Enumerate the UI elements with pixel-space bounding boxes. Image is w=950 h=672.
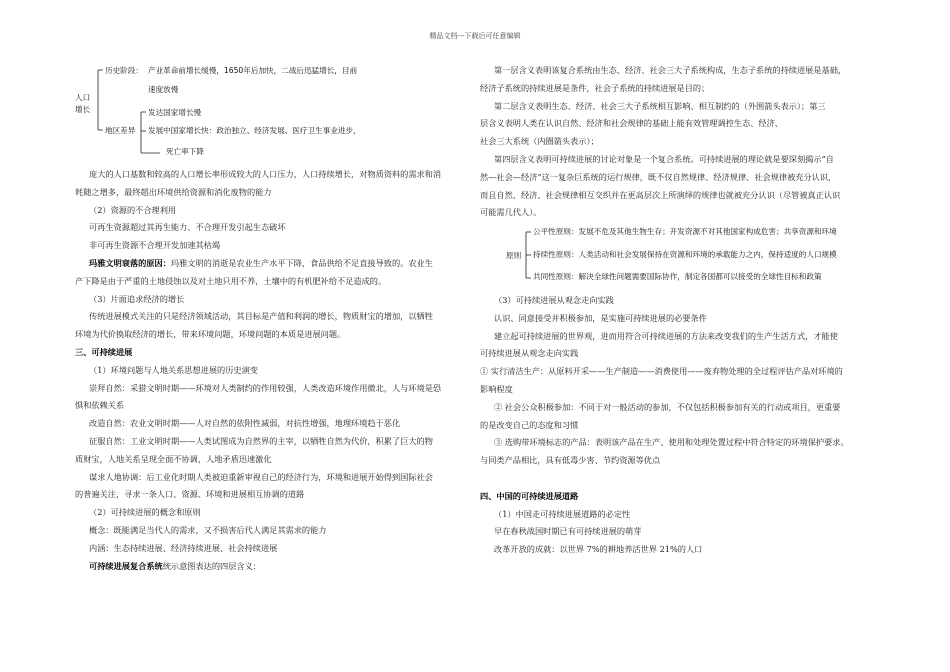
bold-term: 可持续进展复合系统 bbox=[89, 560, 163, 571]
text-line: （3）可持续进展从观念走向实践 bbox=[494, 295, 614, 305]
text-line: 可持续进展从观念走向实践 bbox=[480, 348, 579, 359]
right-column-bottom bbox=[480, 292, 900, 559]
text-line: 耗随之增多，最终超出环境供给资源和消化废物的能力 bbox=[75, 186, 272, 197]
text-line: 社会三大系统（内圈箭头表示）； bbox=[480, 136, 599, 147]
history-stage-text: 产业革命前增长缓慢，1650年后加快，二战后迅猛增长，目前 bbox=[148, 66, 358, 75]
regional-diff-label: 地区差异 bbox=[105, 126, 136, 135]
text-line: 可能需几代人）。 bbox=[480, 207, 542, 218]
text-line: 的是改变自己的态度和习惯 bbox=[480, 419, 579, 430]
text-line: 庞大的人口基数和较高的人口增长率形成较大的人口压力，人口持续增长，对物质资料的需求和消 bbox=[89, 169, 442, 179]
text-line bbox=[480, 470, 900, 488]
text-line: 的普遍关注，寻求一条人口、资源、环境和进展相互协调的道路 bbox=[75, 489, 305, 500]
page-header: 精品文档---下载后可任意编辑 bbox=[429, 32, 521, 40]
sustainability-principle: 持续性原则：人类活动和社会发展保持在资源和环境的承载能力之内，保持适度的人口规模 bbox=[533, 250, 837, 259]
text-line bbox=[75, 255, 470, 273]
text-line bbox=[75, 558, 470, 576]
text-line: ① 实行清洁生产：从原料开采——生产制造——消费使用——废弃物处理的全过程评估产品对环境的 bbox=[480, 366, 843, 377]
text-line: 概念：既能满足当代人的需求，又不损害后代人满足其需求的能力 bbox=[89, 524, 327, 535]
text-line: 改革开放的成就：以世界 7%的耕地养活世界 21%的人口 bbox=[494, 544, 703, 555]
commonality-principle: 共同性原则：解决全球性问题需要国际协作，制定各国都可以接受的全球性目标和政策 bbox=[533, 272, 822, 281]
text-line: 谋求人地协调：后工业化时期人类被迫重新审视自己的经济行为，环境和进展开始得到国际社会 bbox=[89, 471, 433, 482]
text-line: 质财宝，人地关系呈现全面不协调，人地矛盾迅速激化 bbox=[75, 453, 272, 464]
text-line: ③ 选购带环境标志的产品：表明该产品在生产、使用和处理处置过程中符合特定的环境保护要求。 bbox=[494, 437, 849, 448]
diagram-root bbox=[75, 92, 90, 116]
text-rest: 玛雅文明的消逝是农业生产水平下降，食品供给不足直接导致的。农业生 bbox=[170, 257, 433, 268]
text-line: 第二层含义表明生态、经济、社会三大子系统相互影响、相互制约的（外围箭头表示）；第三 bbox=[494, 100, 826, 111]
text-line: 层含义表明人类在认识自然、经济和社会规律的基础上能有效管理调控生态、经济、 bbox=[480, 118, 783, 129]
text-line: （1）环境问题与人地关系思想进展的历史演变 bbox=[89, 364, 258, 375]
text-line: 可再生资源超过其再生能力、不合理开发引起生态破坏 bbox=[89, 222, 286, 233]
bold-term: 玛雅文明衰落的原因： bbox=[89, 257, 171, 268]
text-line: 影响程度 bbox=[480, 383, 513, 394]
diagram-root-line1: 人口 bbox=[75, 93, 91, 102]
history-stage-text-2: 速度放慢 bbox=[148, 85, 179, 94]
text-line: 建立起可持续进展的世界观，进而用符合可持续进展的方法来改变我们的生产生活方式，才能使 bbox=[494, 330, 838, 341]
left-column bbox=[75, 166, 470, 575]
text-line: ② 社会公众积极参加：不同于对一般活动的参加，不仅包括积极参加有关的行动或项目，更重要 bbox=[494, 401, 841, 412]
text-line: 惧和依赖关系 bbox=[75, 400, 125, 411]
text-line: 认识、同意接受并积极参加，是实施可持续进展的必要条件 bbox=[494, 312, 707, 323]
death-rate-text: 死亡率下降 bbox=[166, 147, 204, 156]
text-line: 内涵：生态持续进展、经济持续进展、社会持续进展 bbox=[89, 542, 278, 553]
text-line: 与同类产品相比，具有低毒少害、节约资源等优点 bbox=[480, 455, 661, 466]
text-line: （1）中国走可持续进展道路的必定性 bbox=[494, 508, 631, 519]
right-column-top bbox=[480, 62, 900, 222]
text-line: （2）资源的不合理利用 bbox=[89, 204, 177, 215]
text-line: 经济子系统的持续进展是条件，社会子系统的持续进展是目的； bbox=[480, 82, 710, 93]
text-line: 非可再生资源不合理开发加速其枯竭 bbox=[89, 240, 221, 251]
text-line: 第四层含义表明可持续进展的讨论对象是一个复合系统。可持续进展的理论就是要深刻揭示“自 bbox=[494, 153, 834, 164]
fairness-principle: 公平性原则：发展不危及其他生物生存；开发资源不对其他国家构成危害；共享资源和环境 bbox=[533, 227, 837, 236]
text-line: 征服自然：工业文明时期——人类试图成为自然界的主宰，以牺牲自然为代价，积累了巨大的物 bbox=[89, 435, 433, 446]
text-line: 产下降是由于严重的土地侵蚀以及对土地只用不养，土壤中的有机肥补给不足造成的。 bbox=[75, 275, 387, 286]
history-stage-label: 历史阶段： bbox=[105, 66, 143, 75]
text-line: 崇拜自然：采猎文明时期——环境对人类制约的作用较强，人类改造环境作用微北，人与环境是恐 bbox=[89, 382, 442, 393]
text-line: （2）可持续进展的概念和原则 bbox=[89, 507, 201, 518]
text-rest: 统示意图表达的四层含义： bbox=[162, 560, 261, 571]
text-line: （3）片面追求经济的增长 bbox=[89, 293, 185, 304]
text-line: 四、中国的可持续进展道路 bbox=[480, 490, 579, 501]
text-line: 第一层含义表明该复合系统由生态、经济、社会三大子系统构成，生态子系统的持续进展是基础， bbox=[494, 65, 847, 75]
diagram-root-line2: 增长 bbox=[75, 105, 91, 114]
developed-countries-text: 发达国家增长慢 bbox=[148, 108, 202, 117]
text-line: 早在春秋战国时期已有可持续进展的萌芽 bbox=[494, 526, 642, 537]
text-line: 而且自然、经济、社会规律相互交织并在更高层次上所演绎的规律也就被充分认识（尽管被真正认识 bbox=[480, 189, 841, 200]
text-line: 三、可持续进展 bbox=[75, 346, 133, 357]
text-line: 传统进展模式关注的只是经济领域活动，其目标是产值和利润的增长，物质财宝的增加，以牺牲 bbox=[89, 311, 433, 322]
principles-label: 原则 bbox=[506, 251, 522, 260]
text-line: 环境为代价换取经济的增长，带来环境问题，环境问题的本质是进展问题。 bbox=[75, 329, 346, 340]
text-line: 改造自然：农业文明时期——人对自然的依附性减弱，对抗性增强，地理环境趋于恶化 bbox=[89, 418, 401, 429]
text-line: 然—社会—经济”这一复杂巨系统的运行规律，既不仅自然规律、经济规律、社会规律被充分认识， bbox=[480, 171, 837, 182]
developing-countries-text: 发展中国家增长快：政治独立、经济发展、医疗卫生事业进步， bbox=[148, 126, 361, 135]
